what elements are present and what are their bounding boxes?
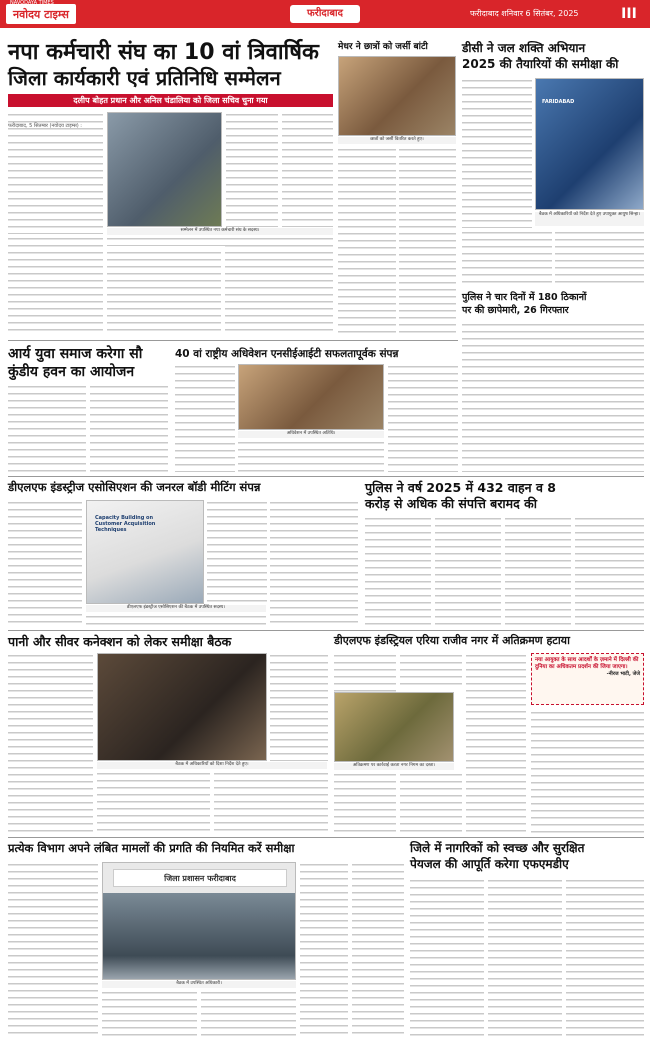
vibhag-text-col-4 [300, 862, 348, 1038]
water-headline-1: जिले में नागरिकों को स्वच्छ और सुरक्षित [410, 841, 585, 855]
dc-headline-1: डीसी ने जल शक्ति अभियान [462, 41, 586, 55]
police180-headline-2: पर की छापेमारी, 26 गिरफ्तार [462, 305, 569, 316]
encroach-text-col-3 [466, 653, 526, 833]
quote-text: नया आयुक्त के साथ आदर्शों के ज़माने में दिल्ली की दुनिया का अधिकतम प्रदर्शन की जिया जाएगा। [535, 657, 639, 670]
dla-text-col-3 [270, 500, 358, 626]
property-headline-1: पुलिस ने वर्ष 2025 में 432 वाहन व 8 [365, 480, 556, 495]
jersey-text-col-2 [399, 147, 456, 337]
dla-photo [86, 500, 204, 604]
water-text-col-1 [410, 878, 484, 1038]
arya-text-col-2 [90, 384, 168, 472]
lead-text-col-3 [282, 112, 333, 227]
quote-side-text [531, 710, 644, 833]
vibhag-photo-caption: बैठक में उपस्थित अधिकारी। [102, 981, 296, 988]
police180-headline-1: पुलिस ने चार दिनों में 180 ठिकानों [462, 292, 587, 303]
dla-text-row [86, 614, 266, 626]
nsui-text-col-1 [175, 364, 235, 472]
lead-text-col-2 [226, 112, 278, 227]
jersey-photo-caption: छात्रों को जर्सी वितरित करते हुए। [338, 137, 456, 144]
sewer-photo [97, 653, 267, 761]
lead-text-col-6 [107, 250, 221, 336]
encroach-photo [334, 692, 454, 762]
paper-logo-sub: NAVODAYA TIMES [10, 0, 54, 6]
water-text-col-2 [488, 878, 562, 1038]
dc-photo-board: FARIDABAD [542, 99, 575, 105]
page-number: III [621, 6, 637, 22]
jersey-headline: मेधर ने छात्रों को जर्सी बांटी [338, 42, 428, 52]
encroach-headline: डीएलएफ इंडस्ट्रियल एरिया राजीव नगर में अतिक्रमण हटाया [334, 634, 570, 647]
property-text-col-1 [365, 516, 431, 626]
vibhag-photo [102, 862, 296, 980]
lead-headline-2: जिला कार्यकारी एवं प्रतिनिधि सम्मेलन [8, 66, 281, 90]
nsui-text-col-3 [388, 364, 458, 472]
nsui-photo [238, 364, 384, 430]
property-text-col-3 [505, 516, 571, 626]
dla-slide-title: Capacity Building on Customer Acquisition Techniques [95, 515, 156, 533]
encroach-text-col-5 [400, 772, 462, 833]
jersey-text-col-1 [338, 147, 396, 337]
property-text-col-2 [435, 516, 501, 626]
dc-text-col-1 [462, 78, 532, 228]
lead-photo-caption: सम्मेलन में उपस्थित नपा कर्मचारी संघ के सदस्य। [107, 228, 333, 235]
sewer-text-col-3 [97, 771, 210, 833]
water-headline-2: पेयजल की आपूर्ति करेगा एफएमडीए [410, 857, 569, 871]
arya-headline-1: आर्य युवा समाज करेगा सौ [8, 346, 143, 362]
encroach-photo-caption: अतिक्रमण पर कार्रवाई करता नगर निगम का दस्ता। [334, 763, 454, 770]
lead-text-col-5 [225, 236, 333, 336]
nsui-headline: 40 वां राष्ट्रीय अधिवेशन एनसीईआईटी सफलतापूर्वक संपन्न [175, 348, 399, 360]
dla-headline: डीएलएफ इंडस्ट्रीज एसोसिएशन की जनरल बॉडी मीटिंग संपन्न [8, 480, 261, 494]
vibhag-banner: जिला प्रशासन फरीदाबाद [113, 869, 287, 887]
dc-photo-caption: बैठक में अधिकारियों को निर्देश देते हुए उपायुक्त आयुष सिन्हा। [535, 212, 644, 226]
sewer-photo-caption: बैठक में अधिकारियों को दिशा निर्देश देते हुए। [97, 762, 327, 769]
arya-text-col-1 [8, 384, 86, 472]
property-text-col-4 [575, 516, 644, 626]
quote-author: -नीरज भाटी, जेजे [606, 671, 640, 677]
dla-photo-caption: डीएलएफ इंडस्ट्रीज एसोसिएशन की बैठक में उपस्थित सदस्य। [86, 605, 266, 612]
dc-text-col-2 [462, 230, 552, 288]
paper-logo: नवोदय टाइम्स [6, 4, 76, 24]
sewer-text-col-1 [8, 653, 93, 833]
lead-photo-1 [107, 112, 222, 227]
sewer-text-col-2 [270, 653, 328, 761]
vibhag-text-col-3 [201, 990, 296, 1038]
encroach-text-col-2 [400, 653, 462, 689]
vibhag-text-col-2 [102, 990, 197, 1038]
lead-subhead: दलीप बोहत प्रधान और अनिल चंडालिया को जिला सचिव चुना गया [8, 94, 333, 107]
sewer-text-col-4 [214, 771, 328, 833]
nsui-photo-caption: अधिवेशन में उपस्थित अतिथि। [238, 431, 384, 438]
sewer-headline: पानी और सीवर कनेक्शन को लेकर समीक्षा बैठक [8, 634, 232, 649]
lead-headline-1: नपा कर्मचारी संघ का 10 वां त्रिवार्षिक [8, 40, 319, 65]
water-text-col-3 [566, 878, 644, 1038]
police180-text [462, 322, 644, 472]
lead-text-col-1: फरीदाबाद, 5 सितम्बर (नवोदय टाइम्स) : [8, 112, 103, 234]
lead-text-col-4 [8, 236, 103, 336]
vibhag-headline: प्रत्येक विभाग अपने लंबित मामलों की प्रगति की नियमित करें समीक्षा [8, 841, 295, 855]
dc-headline-2: 2025 की तैयारियों की समीक्षा की [462, 57, 619, 71]
dc-photo [535, 78, 644, 210]
vibhag-text-col-1 [8, 862, 98, 1038]
vibhag-text-col-5 [352, 862, 404, 1038]
arya-headline-2: कुंडीय हवन का आयोजन [8, 364, 135, 380]
masthead-dateline: फरीदाबाद शनिवार 6 सितंबर, 2025 [470, 9, 579, 18]
dc-text-col-3 [555, 230, 644, 288]
encroach-text-col-4 [334, 772, 396, 833]
dla-text-col-1 [8, 500, 82, 626]
city-label: फरीदाबाद [290, 5, 360, 23]
nsui-text-col-2 [238, 440, 384, 472]
jersey-photo [338, 56, 456, 136]
property-headline-2: करोड़ से अधिक की संपत्ति बरामद की [365, 496, 537, 511]
quote-box [531, 653, 644, 705]
dla-text-col-2 [207, 500, 267, 604]
